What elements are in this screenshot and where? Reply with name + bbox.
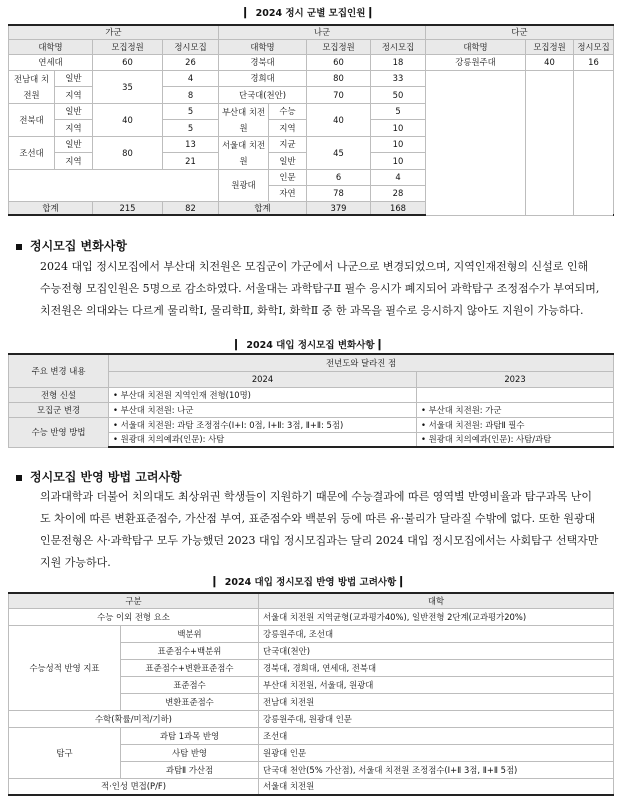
method-value: 서울대 치전원 (259, 778, 614, 795)
total-quota: 379 (307, 201, 371, 215)
method-value: 서울대 치전원 지역균형(교과평가40%), 일반전형 2단계(교과평가20%) (259, 608, 614, 625)
total-regular: 168 (371, 201, 426, 215)
method-label: 적·인성 면접(P/F) (9, 778, 259, 795)
total-quota: 215 (93, 201, 163, 215)
type-cell: 자연 (269, 185, 307, 201)
regular-cell: 10 (371, 136, 426, 153)
group-da-header: 다군 (426, 25, 614, 39)
type-cell: 지역 (55, 87, 93, 104)
col-quota: 모집정원 (93, 39, 163, 54)
method-value: 경북대, 경희대, 연세대, 전북대 (259, 659, 614, 676)
section2-title: 정시모집 반영 방법 고려사항 (16, 468, 182, 485)
change-2024: • 부산대 치전원: 나군 (109, 402, 417, 417)
table3-caption: ▎ 2024 대입 정시모집 반영 방법 고려사항 ▎ (213, 577, 408, 588)
quota-cell: 60 (93, 54, 163, 70)
col-univ: 대학명 (9, 39, 93, 54)
method-value: 강릉원주대, 조선대 (259, 625, 614, 642)
table3-header-cat: 구분 (9, 593, 259, 608)
group-ga-header: 가군 (9, 25, 219, 39)
col-regular: 정시모집 (163, 39, 219, 54)
regular-cell: 5 (163, 120, 219, 137)
quota-cell: 80 (93, 136, 163, 169)
method-label: 과탐Ⅱ 가산점 (121, 761, 259, 778)
univ-name: 강릉원주대 (426, 54, 526, 70)
method-label: 수학(확률/미적/기하) (9, 710, 259, 727)
col-regular: 정시모집 (371, 39, 426, 54)
quota-cell: 45 (307, 136, 371, 169)
univ-name: 원광대 (219, 169, 269, 201)
year-2024: 2024 (109, 371, 417, 387)
method-label: 변환표준점수 (121, 693, 259, 710)
change-2024: • 부산대 치전원 지역인재 전형(10명) (109, 387, 417, 402)
method-label: 수능 이외 전형 요소 (9, 608, 259, 625)
univ-name: 연세대 (9, 54, 93, 70)
type-cell: 인문 (269, 169, 307, 185)
col-quota: 모집정원 (307, 39, 371, 54)
regular-cell: 26 (163, 54, 219, 70)
method-label: 과탐 1과목 반영 (121, 727, 259, 744)
quota-cell: 60 (307, 54, 371, 70)
table2-header-diff: 전년도와 달라진 점 (109, 354, 614, 371)
year-2023: 2023 (417, 371, 614, 387)
total-regular: 82 (163, 201, 219, 215)
change-2023: • 부산대 치전원: 가군 (417, 402, 614, 417)
quota-cell: 40 (307, 103, 371, 136)
section2-paragraph: 의과대학과 더불어 치의대도 최상위권 학생들이 지원하기 때문에 수능결과에 따른 영역별 반영비율과 탐구과목 난이 도 차이에 따른 변환표준점수, 가산점 부여, 표준점수와 백분위 등에 따른 유·불리가 달라질 수밖에 없다. 또한 원광대 인문전형은 사·과학탐구 모두 가능했던 2023 대입 정시모집과는 달리 2024 대입 정시모집에서는 사회탐구 선택자만 지원 가능하다. (40, 490, 599, 569)
univ-name: 서울대 치전원 (219, 136, 269, 169)
type-cell: 수능 (269, 103, 307, 120)
col-univ: 대학명 (426, 39, 526, 54)
regular-cell: 5 (371, 103, 426, 120)
univ-name: 경희대 (219, 70, 307, 87)
regular-cell: 21 (163, 153, 219, 170)
method-label: 표준점수+변환표준점수 (121, 659, 259, 676)
regular-cell: 13 (163, 136, 219, 153)
group-na-header: 나군 (219, 25, 426, 39)
univ-name: 경북대 (219, 54, 307, 70)
regular-cell: 4 (371, 169, 426, 185)
quota-cell: 78 (307, 185, 371, 201)
method-value: 단국대(천안) (259, 642, 614, 659)
table1-caption: ▎ 2024 정시 군별 모집인원 ▎ (244, 8, 377, 19)
col-regular: 정시모집 (574, 39, 614, 54)
change-2023: • 원광대 치의예과(인문): 사탐/과탐 (417, 432, 614, 447)
table3-header-univ: 대학 (259, 593, 614, 608)
type-cell: 일반 (55, 70, 93, 87)
method-value: 단국대 천안(5% 가산점), 서울대 치전원 조정점수(Ⅰ+Ⅱ 3점, Ⅱ+Ⅱ 5점) (259, 761, 614, 778)
regular-cell: 16 (574, 54, 614, 70)
quota-cell: 40 (93, 103, 163, 136)
grade-group-label: 수능성적 반영 지표 (9, 625, 121, 710)
regular-cell: 4 (163, 70, 219, 87)
section1-title: 정시모집 변화사항 (16, 237, 127, 254)
quota-cell: 80 (307, 70, 371, 87)
type-cell: 지역 (55, 120, 93, 137)
type-cell: 지역 (269, 120, 307, 137)
change-2024: • 서울대 치전원: 과탐 조정점수(Ⅰ+Ⅰ: 0점, Ⅰ+Ⅱ: 3점, Ⅱ+Ⅱ: 5점) (109, 417, 417, 432)
table1-quota (8, 24, 614, 216)
method-value: 강릉원주대, 원광대 인문 (259, 710, 614, 727)
type-cell: 일반 (269, 153, 307, 170)
method-label: 표준점수+백분위 (121, 642, 259, 659)
quota-cell: 35 (93, 70, 163, 103)
quota-cell: 6 (307, 169, 371, 185)
quota-cell: 40 (526, 54, 574, 70)
type-cell: 일반 (55, 103, 93, 120)
method-label: 표준점수 (121, 676, 259, 693)
method-value: 전남대 치전원 (259, 693, 614, 710)
regular-cell: 50 (371, 87, 426, 104)
change-2024: • 원광대 치의예과(인문): 사탐 (109, 432, 417, 447)
regular-cell: 33 (371, 70, 426, 87)
method-label: 사탐 반영 (121, 744, 259, 761)
total-label: 합계 (219, 201, 307, 215)
change-label: 전형 신설 (9, 387, 109, 402)
univ-name: 전북대 (9, 103, 55, 136)
change-label: 모집군 변경 (9, 402, 109, 417)
univ-name: 전남대 치전원 (9, 70, 55, 103)
table3-methods (8, 592, 614, 796)
col-univ: 대학명 (219, 39, 307, 54)
method-value: 부산대 치전원, 서울대, 원광대 (259, 676, 614, 693)
univ-name: 단국대(천안) (219, 87, 307, 104)
change-2023: • 서울대 치전원: 과탐Ⅱ 필수 (417, 417, 614, 432)
regular-cell: 10 (371, 153, 426, 170)
type-cell: 일반 (55, 136, 93, 153)
col-quota: 모집정원 (526, 39, 574, 54)
method-label: 백분위 (121, 625, 259, 642)
univ-name: 조선대 (9, 136, 55, 169)
regular-cell: 8 (163, 87, 219, 104)
type-cell: 지균 (269, 136, 307, 153)
regular-cell: 10 (371, 120, 426, 137)
type-cell: 지역 (55, 153, 93, 170)
regular-cell: 5 (163, 103, 219, 120)
table2-caption: ▎ 2024 대입 정시모집 변화사항 ▎ (235, 340, 386, 351)
table2-changes (8, 353, 614, 448)
total-label: 합계 (9, 201, 93, 215)
method-value: 원광대 인문 (259, 744, 614, 761)
regular-cell: 18 (371, 54, 426, 70)
change-2023 (417, 387, 614, 402)
univ-name: 부산대 치전원 (219, 103, 269, 136)
inquiry-group-label: 탐구 (9, 727, 121, 778)
regular-cell: 28 (371, 185, 426, 201)
quota-cell: 70 (307, 87, 371, 104)
table2-header-main: 주요 변경 내용 (9, 354, 109, 387)
method-value: 조선대 (259, 727, 614, 744)
change-label: 수능 반영 방법 (9, 417, 109, 447)
section1-paragraph: 2024 대입 정시모집에서 부산대 치전원은 모집군이 가군에서 나군으로 변경되었으며, 지역인재전형의 신설로 인해 수능전형 모집인원은 5명으로 감소하였다. 서울대는 과학탐구Ⅱ 필수 응시가 폐지되어 과학탐구 조정점수가 부여되며, 치전원은 의대와는 다르게 물리학Ⅰ, 물리학Ⅱ, 화학Ⅰ, 화학Ⅱ 중 한 과목을 필수로 응시하지 않아도 지원이 가능하다. (40, 260, 600, 317)
